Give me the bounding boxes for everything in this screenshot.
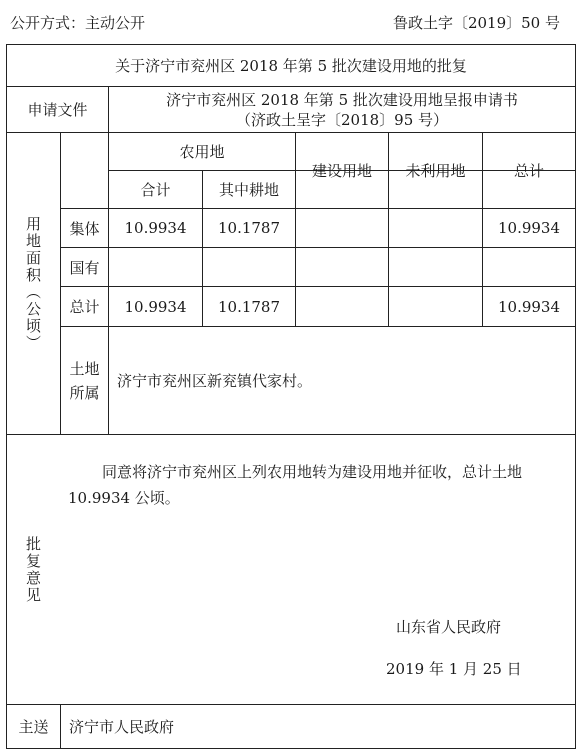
application-line-1: 济宁市兖州区 2018 年第 5 批次建设用地呈报申请书 (166, 90, 518, 109)
row-cultivated: 10.1787 (217, 219, 281, 237)
approval-text: 同意将济宁市兖州区上列农用地转为建设用地并征收，总计土地 10.9934 公顷。 (68, 463, 523, 507)
col-grand-total: 总计 (513, 162, 544, 180)
recipient-value: 济宁市人民政府 (69, 718, 175, 736)
document-title: 关于济宁市兖州区 2018 年第 5 批次建设用地的批复 (115, 57, 467, 75)
row-label: 总计 (69, 298, 100, 316)
application-document (109, 87, 575, 132)
row-subtotal (109, 248, 202, 286)
application-label: 申请文件 (27, 101, 88, 119)
row-unused (389, 287, 482, 326)
document-number: 鲁政土字〔2019〕50 号 (392, 14, 560, 32)
approval-issuer: 山东省人民政府 (396, 618, 502, 636)
row-construction (296, 209, 388, 247)
disclosure-method: 公开方式：主动公开 (10, 14, 146, 32)
recipient-label: 主送 (18, 718, 49, 736)
row-unused (389, 209, 482, 247)
col-farmland: 农用地 (179, 143, 225, 161)
row-label: 国有 (69, 258, 100, 277)
row-grand-total (483, 248, 575, 286)
row-grand-total: 10.9934 (497, 297, 561, 316)
row-grand-total: 10.9934 (497, 219, 561, 237)
land-area-section-label (7, 133, 60, 434)
ownership-label: 土地所属 (69, 359, 100, 402)
row-subtotal: 10.9934 (124, 297, 187, 316)
row-construction (296, 287, 388, 326)
row-cultivated: 10.1787 (217, 297, 281, 316)
col-construction: 建设用地 (311, 162, 372, 180)
approval-date: 2019 年 1 月 25 日 (386, 660, 522, 678)
application-line-2: （济政土呈字〔2018〕95 号） (235, 110, 449, 129)
col-unused: 未利用地 (405, 162, 466, 180)
row-unused (389, 248, 482, 286)
approval-label (7, 435, 60, 704)
row-cultivated (203, 248, 295, 286)
col-cultivated: 其中耕地 (218, 181, 279, 199)
row-subtotal: 10.9934 (124, 219, 187, 237)
col-subtotal: 合计 (140, 181, 171, 199)
row-label: 集体 (69, 219, 100, 238)
row-construction (296, 248, 388, 286)
land-area-label-text: 用地面积（公顷） (24, 215, 42, 352)
ownership-value: 济宁市兖州区新兖镇代家村。 (117, 372, 313, 390)
approval-label-text: 批复意见 (24, 535, 42, 604)
